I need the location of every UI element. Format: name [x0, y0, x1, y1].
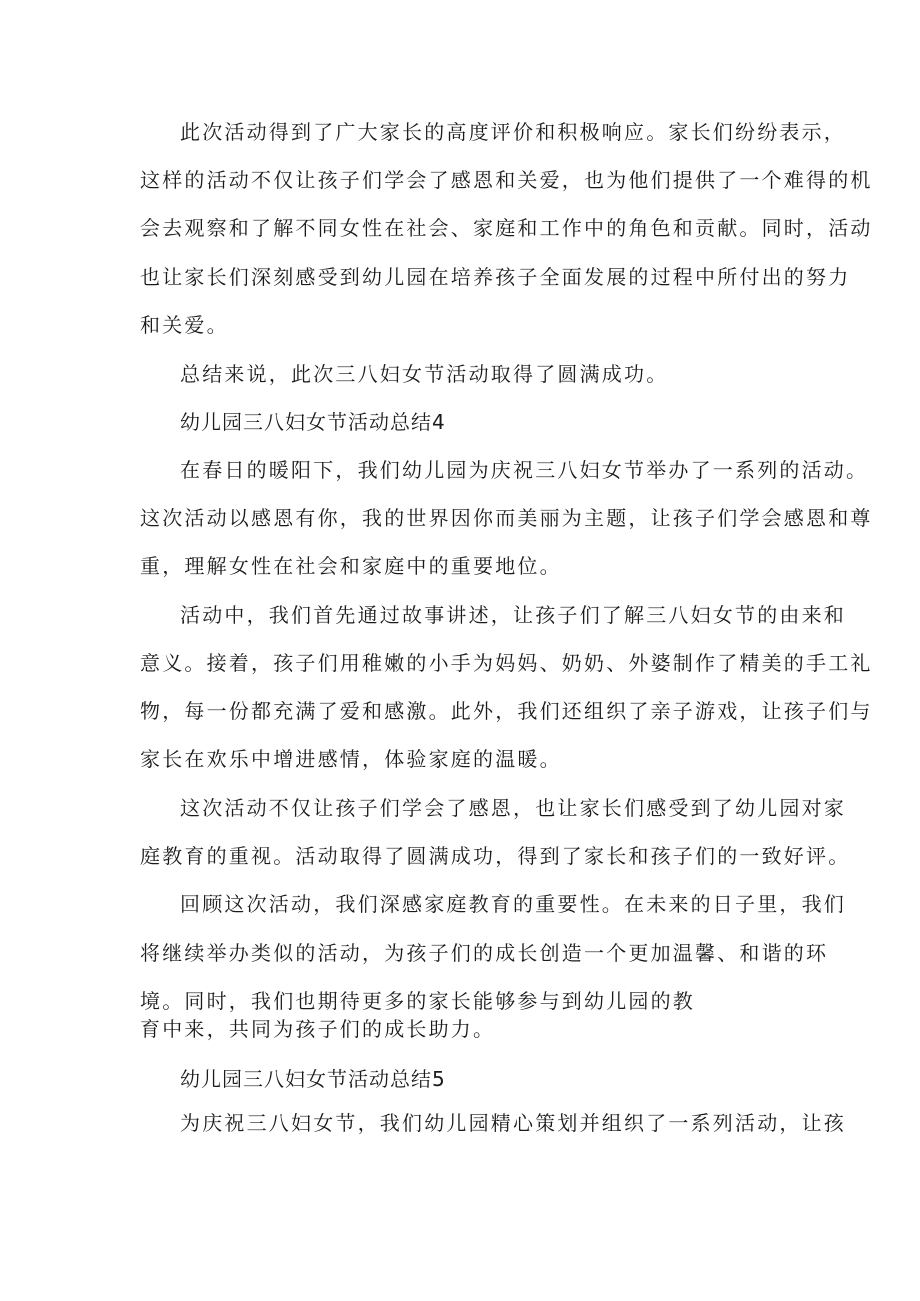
paragraph-line: 境。同时，我们也期待更多的家长能够参与到幼儿园的教: [140, 989, 695, 1013]
paragraph-line: 意义。接着，孩子们用稚嫩的小手为妈妈、奶奶、外婆制作了精美的手工礼: [140, 651, 873, 675]
paragraph-line: 会去观察和了解不同女性在社会、家庭和工作中的角色和贡献。同时，活动: [140, 216, 873, 240]
paragraph-line: 这次活动以感恩有你，我的世界因你而美丽为主题，让孩子们学会感恩和尊: [140, 506, 873, 530]
paragraph-line: 重，理解女性在社会和家庭中的重要地位。: [140, 554, 562, 578]
paragraph-line: 在春日的暖阳下，我们幼儿园为庆祝三八妇女节举办了一系列的活动。: [180, 458, 869, 482]
paragraph-line: 也让家长们深刻感受到幼儿园在培养孩子全面发展的过程中所付出的努力: [140, 265, 851, 289]
paragraph-line: 家长在欢乐中增进感情，体验家庭的温暖。: [140, 747, 562, 771]
paragraph-line: 育中来，共同为孩子们的成长助力。: [140, 1017, 496, 1041]
paragraph-line: 回顾这次活动，我们深感家庭教育的重要性。在未来的日子里，我们: [180, 892, 846, 916]
paragraph-line: 将继续举办类似的活动，为孩子们的成长创造一个更加温馨、和谐的环: [140, 941, 829, 965]
paragraph-line: 物，每一份都充满了爱和感激。此外，我们还组织了亲子游戏，让孩子们与: [140, 699, 873, 723]
paragraph-line: 活动中，我们首先通过故事讲述，让孩子们了解三八妇女节的由来和: [180, 603, 846, 627]
section-heading: 幼儿园三八妇女节活动总结4: [180, 410, 446, 434]
section-heading: 幼儿园三八妇女节活动总结5: [180, 1067, 446, 1091]
paragraph-line: 此次活动得到了广大家长的高度评价和积极响应。家长们纷纷表示，: [180, 120, 846, 144]
paragraph-line: 庭教育的重视。活动取得了圆满成功，得到了家长和孩子们的一致好评。: [140, 844, 851, 868]
paragraph-line: 和关爱。: [140, 313, 229, 337]
paragraph-line: 这样的活动不仅让孩子们学会了感恩和关爱，也为他们提供了一个难得的机: [140, 168, 873, 192]
paragraph-line: 这次活动不仅让孩子们学会了感恩，也让家长们感受到了幼儿园对家: [180, 796, 846, 820]
paragraph-line: 总结来说，此次三八妇女节活动取得了圆满成功。: [180, 362, 669, 386]
paragraph-line: 为庆祝三八妇女节，我们幼儿园精心策划并组织了一系列活动，让孩: [180, 1111, 846, 1135]
